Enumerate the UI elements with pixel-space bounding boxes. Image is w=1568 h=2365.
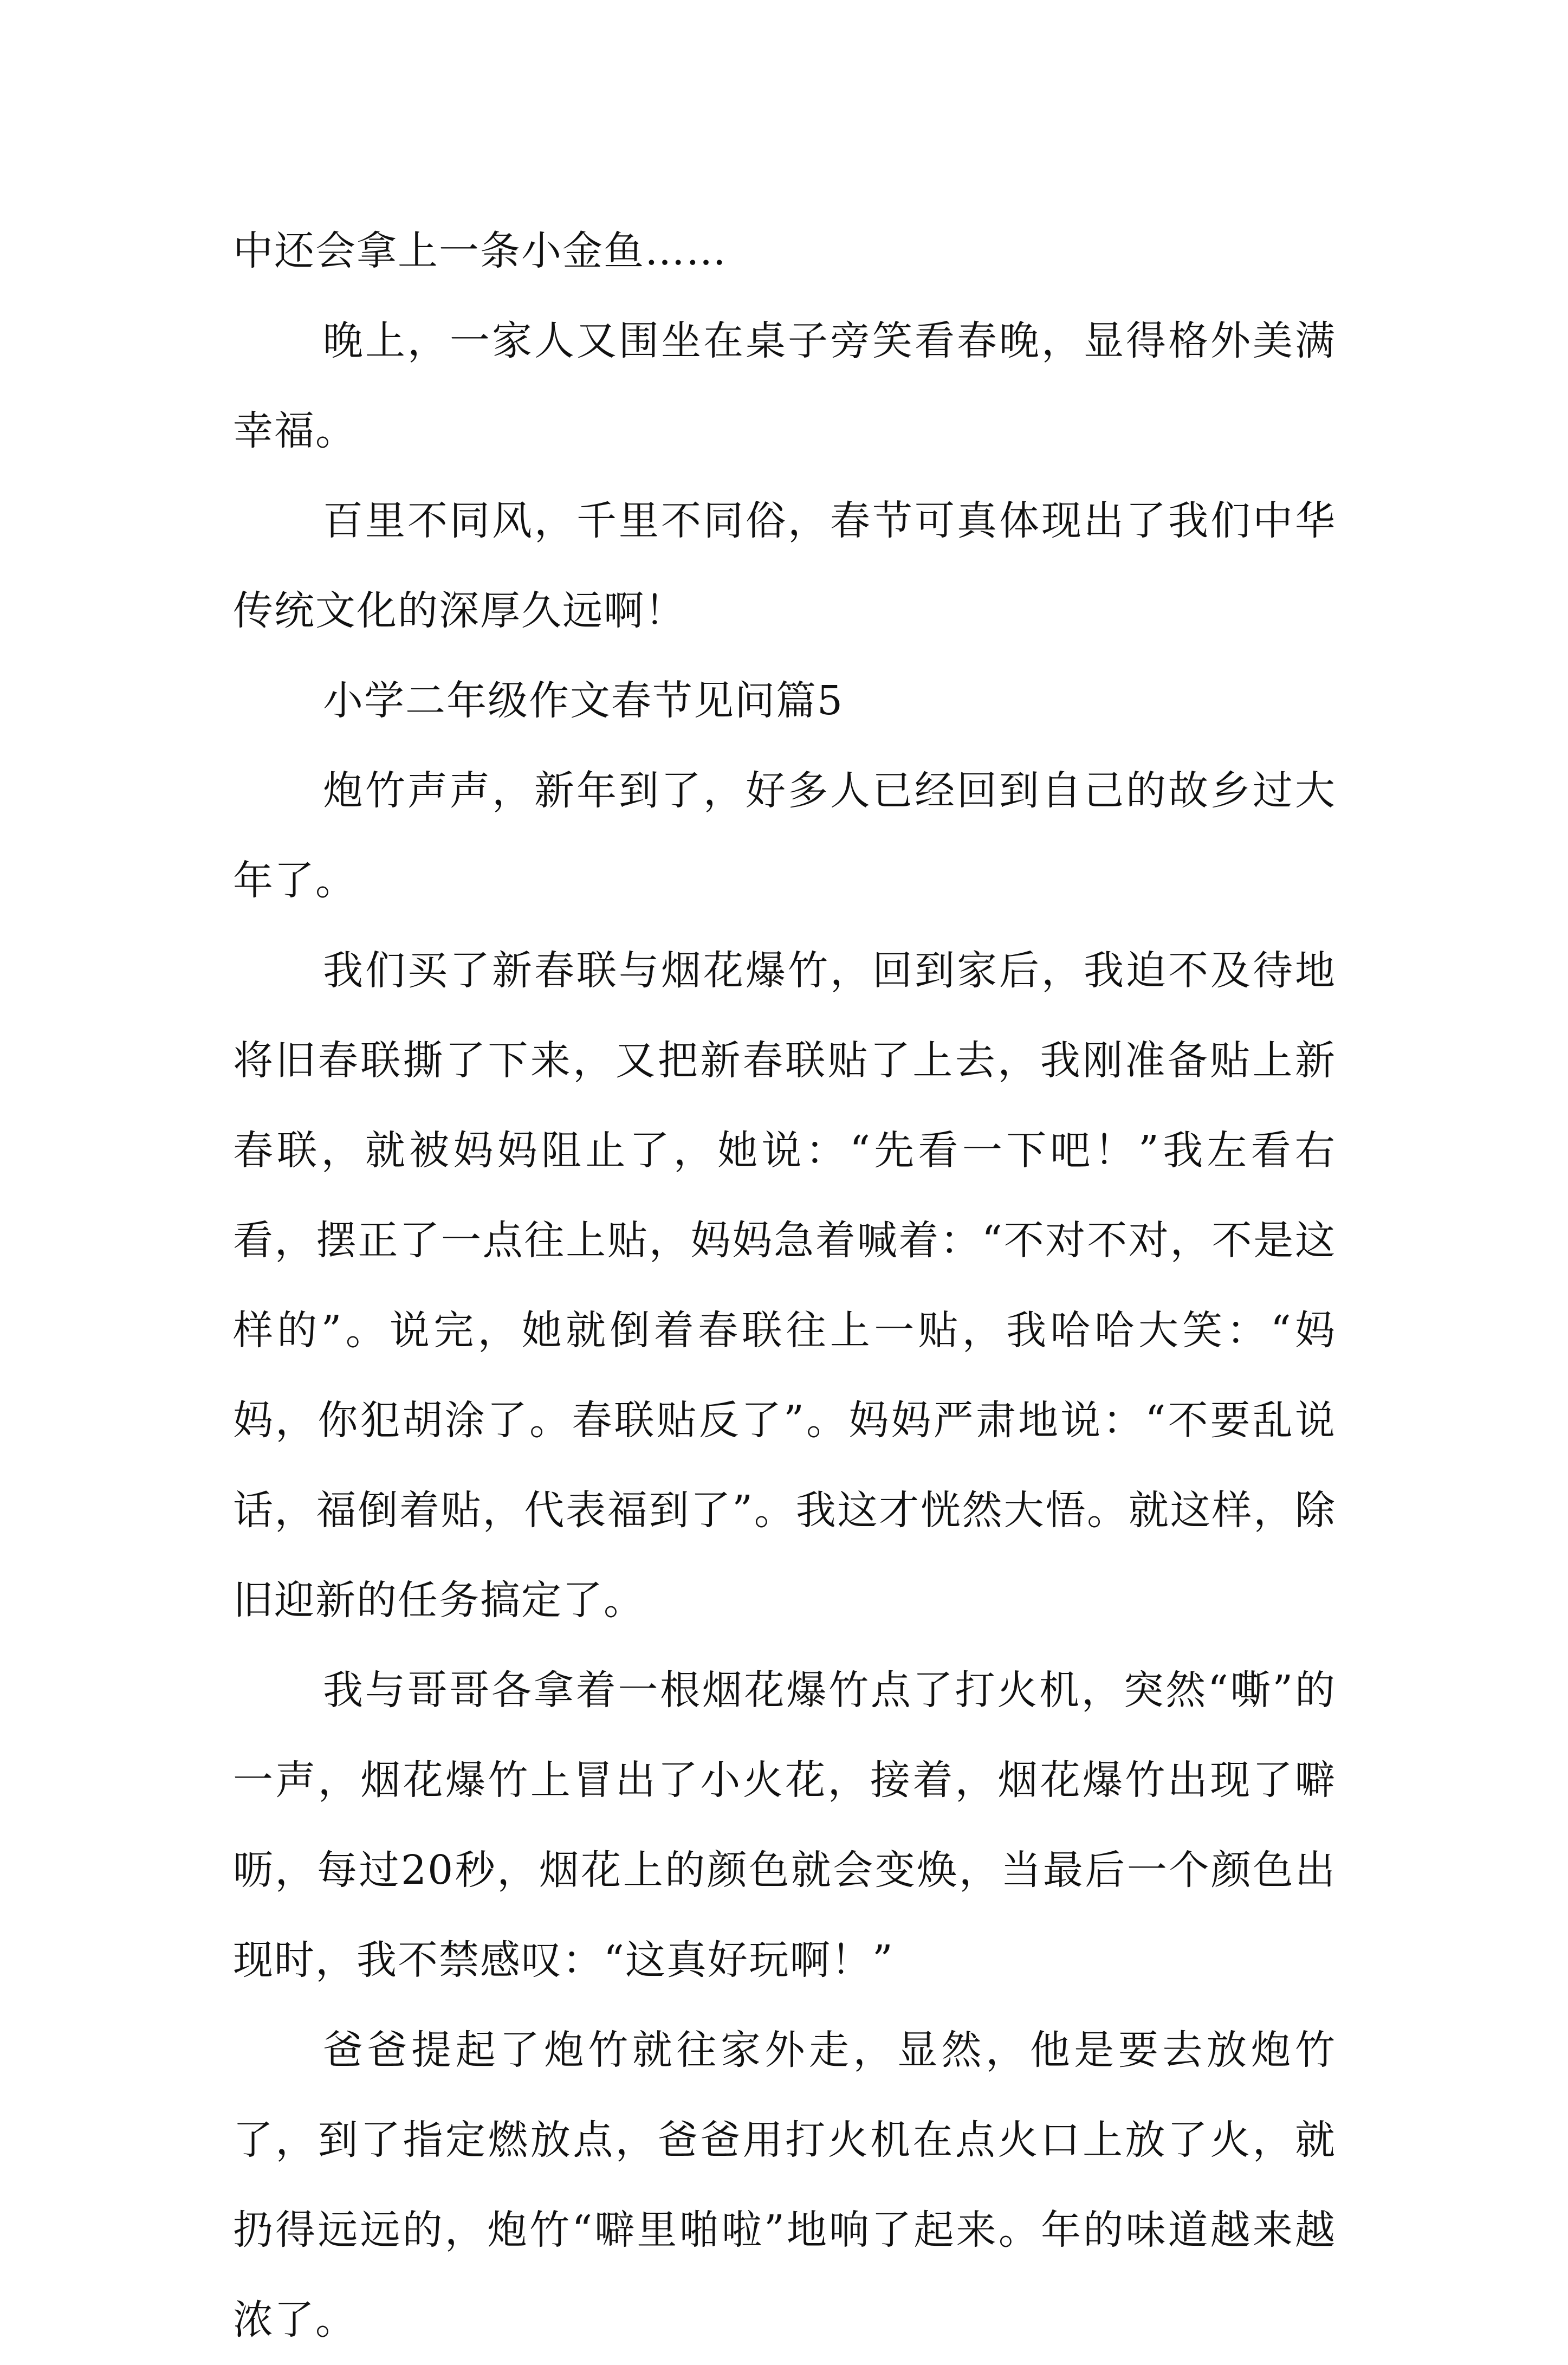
document-body <box>233 206 1336 2365</box>
paragraph: 我与哥哥各拿着一根烟花爆竹点了打火机，突然“嘶”的一声，烟花爆竹上冒出了小火花，接着，烟花爆竹出现了噼呖，每过20秒，烟花上的颜色就会变焕，当最后一个颜色出现时，我不禁感叹：“这真好玩啊！” <box>233 1667 1336 1983</box>
paragraph: 晚上，一家人又围坐在桌子旁笑看春晚，显得格外美满幸福。 <box>233 318 1336 454</box>
section-heading: 小学二年级作文春节见问篇5 <box>323 677 844 724</box>
paragraph-continuation: 中还会拿上一条小金鱼…… <box>233 228 727 274</box>
paragraph: 爸爸提起了炮竹就往家外走，显然，他是要去放炮竹了，到了指定燃放点，爸爸用打火机在点火口上放了火，就扔得远远的，炮竹“噼里啪啦”地响了起来。年的味道越来越浓了。 <box>233 2027 1336 2343</box>
paragraph: 百里不同风，千里不同俗，春节可真体现出了我们中华传统文化的深厚久远啊！ <box>233 497 1336 634</box>
paragraph: 我们买了新春联与烟花爆竹，回到家后，我迫不及待地将旧春联撕了下来，又把新春联贴了上去，我刚准备贴上新春联，就被妈妈阻止了，她说：“先看一下吧！”我左看右看，摆正了一点往上贴，妈妈急着喊着：“不对不对，不是这样的”。说完，她就倒着春联往上一贴，我哈哈大笑：“妈妈，你犯胡涂了。春联贴反了”。妈妈严肃地说：“不要乱说话，福倒着贴，代表福到了”。我这才恍然大悟。就这样，除旧迎新的任务搞定了。 <box>233 947 1336 1624</box>
paragraph: 炮竹声声，新年到了，好多人已经回到自己的故乡过大年了。 <box>233 767 1336 904</box>
